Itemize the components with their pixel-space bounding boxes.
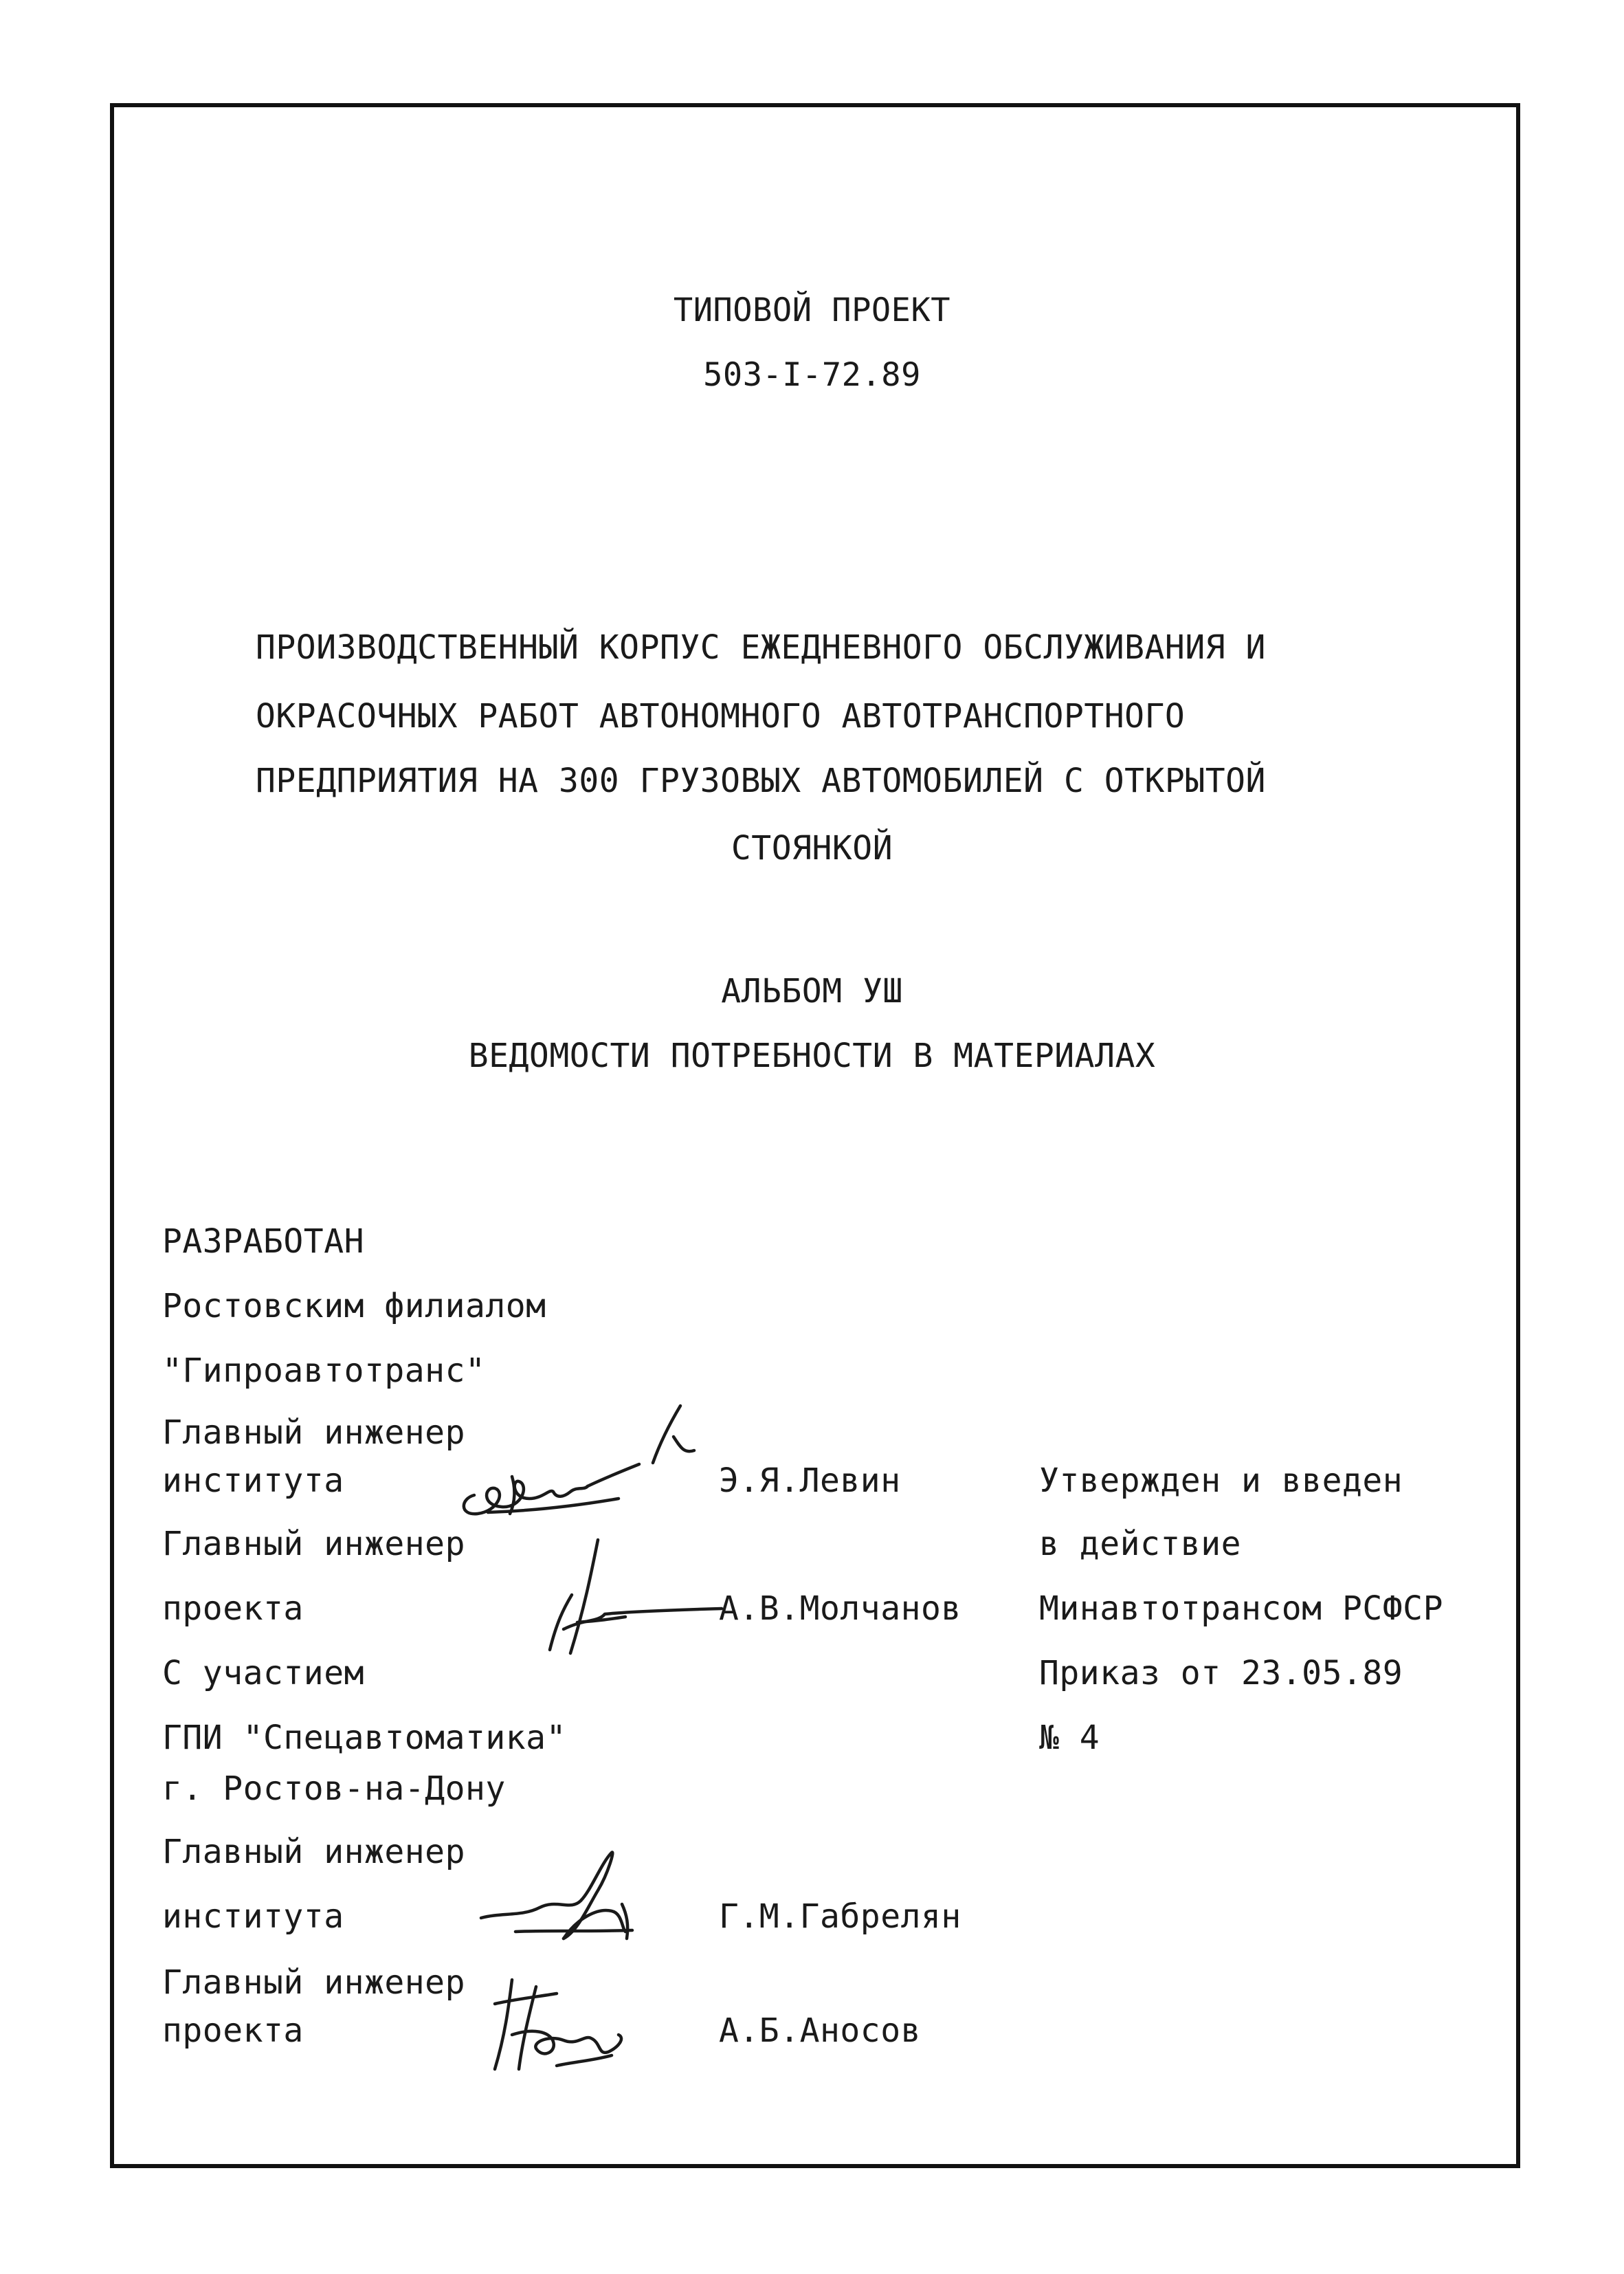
- title-line-3: ПРЕДПРИЯТИЯ НА 300 ГРУЗОВЫХ АВТОМОБИЛЕЙ С ОТКРЫТОЙ: [256, 762, 1266, 800]
- signature-anosov: [454, 1966, 660, 2083]
- approval-line3: Минавтотрансом РСФСР: [1039, 1589, 1443, 1628]
- dev-chief-institute-label1: Главный инженер: [162, 1413, 465, 1452]
- signature-molchanov: [522, 1533, 742, 1670]
- part-chief-institute-name: Г.М.Габрелян: [719, 1897, 961, 1936]
- part-chief-institute-label2: института: [162, 1897, 344, 1936]
- signature-levin: [447, 1395, 735, 1533]
- title-line-4: СТОЯНКОЙ: [731, 829, 893, 868]
- album-name: АЛЬБОМ УШ: [721, 972, 903, 1011]
- participation-heading: С участием: [162, 1654, 364, 1692]
- participation-org-line1: ГПИ "Спецавтоматика": [162, 1719, 566, 1757]
- participation-org-line2: г. Ростов-на-Дону: [162, 1769, 506, 1808]
- part-chief-project-name: А.Б.Аносов: [719, 2011, 921, 2050]
- part-chief-project-label1: Главный инженер: [162, 1963, 465, 2002]
- approval-line2: в действие: [1039, 1525, 1241, 1563]
- part-chief-project-label2: проекта: [162, 2011, 304, 2050]
- developed-heading: РАЗРАБОТАН: [162, 1222, 364, 1261]
- dev-chief-project-name: А.В.Молчанов: [719, 1589, 961, 1628]
- signature-gabrelyan: [474, 1835, 680, 1952]
- dev-chief-project-label2: проекта: [162, 1589, 304, 1628]
- dev-chief-project-label1: Главный инженер: [162, 1525, 465, 1563]
- approval-line1: Утвержден и введен: [1039, 1461, 1403, 1500]
- doc-type: ТИПОВОЙ ПРОЕКТ: [673, 291, 951, 329]
- developed-org-line1: Ростовским филиалом: [162, 1287, 546, 1325]
- part-chief-institute-label1: Главный инженер: [162, 1833, 465, 1871]
- doc-number: 503-I-72.89: [703, 356, 921, 394]
- approval-order-number: № 4: [1039, 1719, 1100, 1757]
- album-subtitle: ВЕДОМОСТИ ПОТРЕБНОСТИ В МАТЕРИАЛАХ: [468, 1037, 1156, 1075]
- title-line-2: ОКРАСОЧНЫХ РАБОТ АВТОНОМНОГО АВТОТРАНСПОРТНОГО: [256, 697, 1186, 736]
- dev-chief-institute-name: Э.Я.Левин: [719, 1461, 901, 1500]
- developed-org-line2: "Гипроавтотранс": [162, 1351, 486, 1390]
- dev-chief-institute-label2: института: [162, 1461, 344, 1500]
- title-line-1: ПРОИЗВОДСТВЕННЫЙ КОРПУС ЕЖЕДНЕВНОГО ОБСЛУЖИВАНИЯ И: [256, 628, 1266, 667]
- approval-line4: Приказ от 23.05.89: [1039, 1654, 1403, 1692]
